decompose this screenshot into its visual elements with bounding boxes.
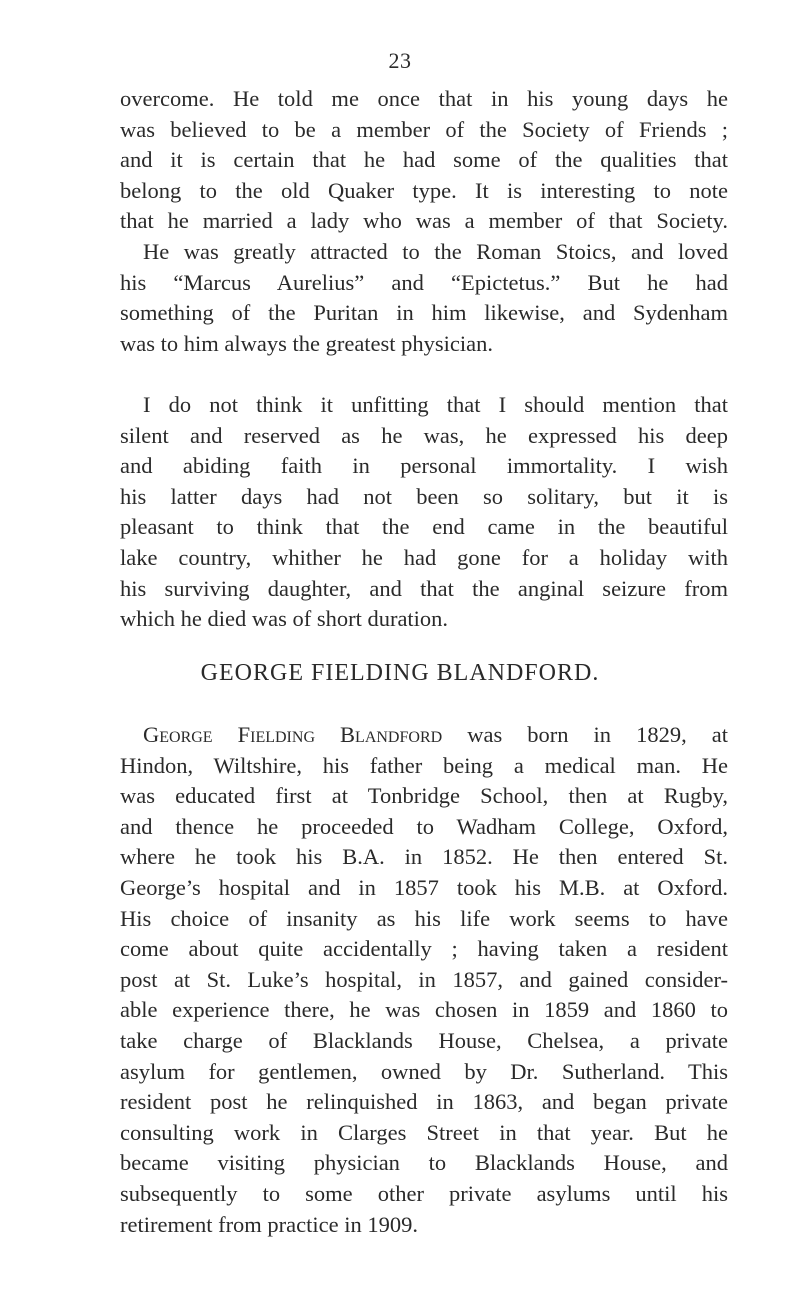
text-line: retirement from practice in 1909. [120,1211,419,1237]
text-line: He was greatly attracted to the Roman Stoics, and loved [143,238,728,264]
paragraph-blandford-biography [120,720,728,1240]
first-line-rest: was born in 1829, at [442,722,728,747]
section-heading: GEORGE FIELDING BLANDFORD. [200,660,600,686]
text-line: belong to the old Quaker type. It is interesting to note [120,177,728,203]
text-line: George’s hospital and in 1857 took his M.B. at Oxford. [120,874,728,900]
text-line: I do not think it unfitting that I should mention that [143,392,728,417]
text-line: was educated first at Tonbridge School, then at Rugby, [120,783,728,809]
text-line: and thence he proceeded to Wadham College, Oxford, [120,813,728,839]
text-line: subsequently to some other private asylums until his [120,1180,728,1206]
text-line: pleasant to think that the end came in the beautiful [120,514,728,540]
text-line: silent and reserved as he was, he expressed his deep [120,422,728,448]
text-line: resident post he relinquished in 1863, and began private [120,1089,728,1115]
text-line: Hindon, Wiltshire, his father being a medical man. He [120,752,728,778]
text-line: where he took his B.A. in 1852. He then entered St. [120,844,728,870]
text-line: able experience there, he was chosen in 1859 and 1860 to [120,997,728,1023]
paragraph-immortality [120,390,728,635]
text-line: come about quite accidentally ; having taken a resident [120,936,728,962]
text-line: lake country, whither he had gone for a holiday with [120,544,728,570]
text-line: post at St. Luke’s hospital, in 1857, and gained consider- [120,966,728,992]
text-line: became visiting physician to Blacklands House, and [120,1150,728,1176]
text-line: overcome. He told me once that in his young days he [120,86,728,111]
text-line: his latter days had not been so solitary, but it is [120,483,728,509]
text-line: something of the Puritan in him likewise, and Sydenham [120,300,728,326]
text-line: and it is certain that he had some of the qualities that [120,147,728,173]
text-line: consulting work in Clarges Street in that year. But he [120,1119,728,1145]
text-line: take charge of Blacklands House, Chelsea, a private [120,1027,728,1053]
lead-name: George Fielding Blandford [143,722,443,747]
text-line-first [120,720,728,751]
page-number: 23 [388,48,412,73]
text-line: asylum for gentlemen, owned by Dr. Sutherland. This [120,1058,728,1084]
text-line: and abiding faith in personal immortality. I wish [120,453,728,479]
text-line: that he married a lady who was a member of that Society. [120,208,728,234]
text-line: his “Marcus Aurelius” and “Epictetus.” But he had [120,269,728,295]
text-line: His choice of insanity as his life work seems to have [120,905,728,931]
paragraph-quaker [120,84,728,359]
text-line: was to him always the greatest physician. [120,330,494,356]
text-line: which he died was of short duration. [120,606,449,632]
text-line: was believed to be a member of the Society of Friends ; [120,116,728,142]
text-line: his surviving daughter, and that the anginal seizure from [120,575,728,601]
